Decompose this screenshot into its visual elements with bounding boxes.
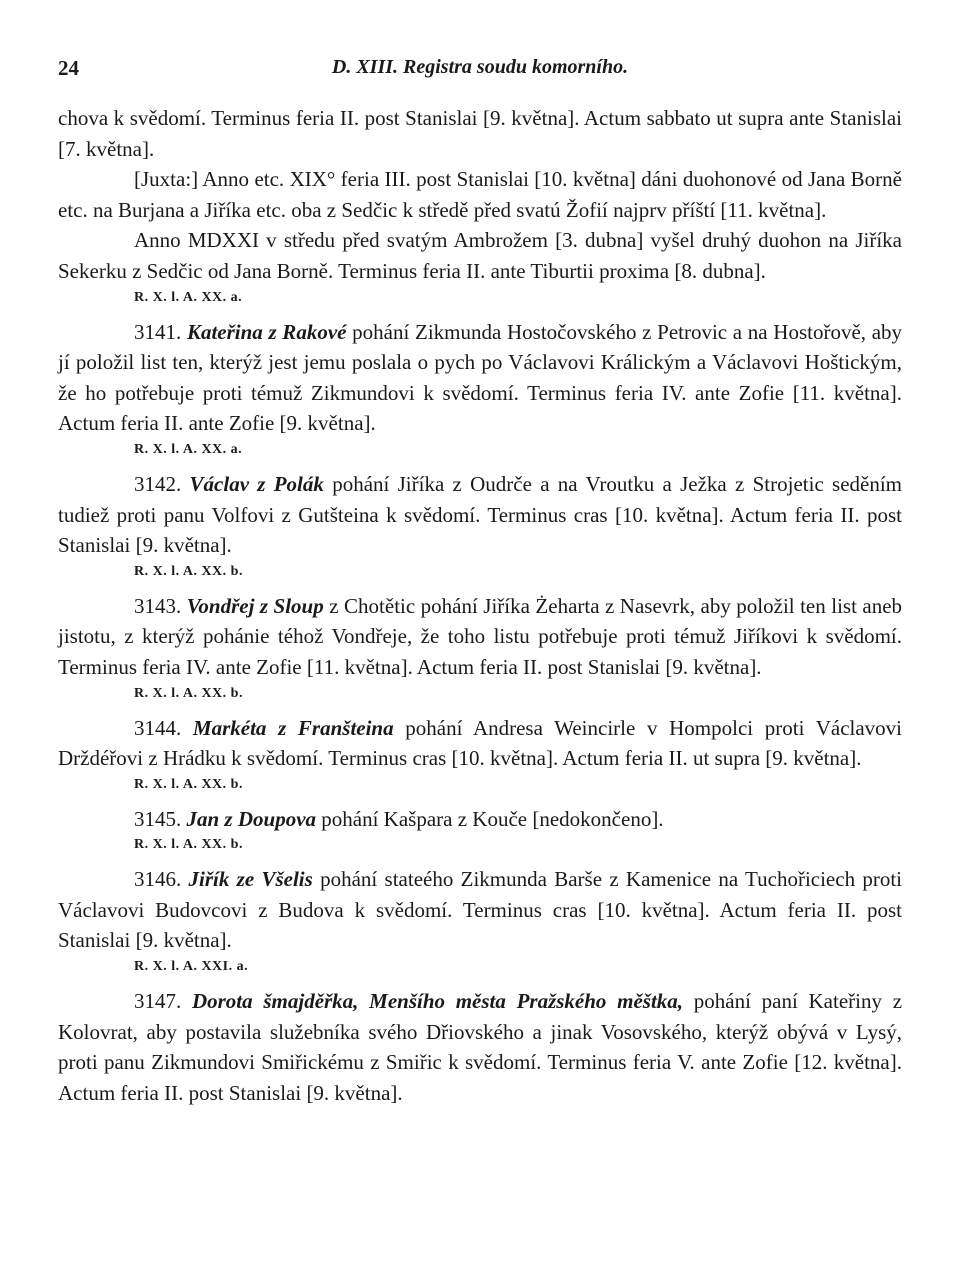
record-signature: R. X. l. A. XX. a. [134,289,243,305]
entry-party-name: Markéta z Franšteina [192,715,394,740]
record-signature: R. X. l. A. XX. a. [134,441,243,457]
record-signature: R. X. l. A. XX. b. [134,563,243,579]
entry-number: 3146. [134,867,182,892]
entry-number: 3143. [134,593,182,618]
entry-text: pohání Jiříka z Oudrče a na Vroutku a Ježka z Strojetic seděním tudiež proti panu Volfovi z Gutšteina k svědomí. Terminus cras [10. května]. Actum feria II. post Stanislai [9. května]. [58,471,903,558]
entry-party-name: Jan z Doupova [186,806,317,831]
note-paragraph: [Juxta:] Anno etc. XIX° feria III. post Stanislai [10. května] dáni duohonové od Jana Borně etc. na Burjana a Jiříka etc. oba z Sedčic k středě před svatú Žofií najprv příští [11. května]. [58,167,902,222]
page-body [58,103,902,1108]
entry-number: 3145. [134,806,182,831]
entry-text: pohání Kašpara z Kouče [nedokončeno]. [321,806,664,831]
entry-text: pohání stateého Zikmunda Barše z Kamenice na Tuchořiciech proti Václavovi Budovcovi z Budova k svědomí. Terminus cras [10. května]. Actum feria II. post Stanislai [9. května]. [58,867,903,953]
running-title: D. XIII. Registra soudu komorního. [331,56,629,78]
entry-party-name: Kateřina z Rakové [186,319,347,344]
entry-3142 [58,469,902,561]
entry-party-name: Vondřej z Sloup [186,593,324,618]
page-number: 24 [58,56,79,80]
entry-3143 [58,591,902,683]
note-paragraph: Anno MDXXI v středu před svatým Ambrožem [3. dubna] vyšel druhý duohon na Jiříka Sekerku z Sedčic od Jana Borně. Terminus feria II. ante Tiburtii proxima [8. dubna]. [58,228,902,283]
entry-3145 [58,804,902,835]
entry-party-name: Dorota šmajděřka, Menšího města Pražského měštka, [191,989,684,1014]
page-header [58,56,902,86]
entry-party-name: Jiřík ze Všelis [188,867,313,892]
entry-number: 3144. [134,715,182,740]
entry-number: 3141. [134,319,182,344]
entry-3141 [58,317,902,439]
entry-3144 [58,713,902,774]
entry-text: z Chotětic pohání Jiříka Żeharta z Nasevrk, aby položil ten list aneb jistotu, z kterýž pohánie téhož Vondřeje, že toho listu potřebuje proti témuž Jiříkovi k svědomí. Terminus feria IV. ante Zofie [11. května]. Actum feria II. post Stanislai [9. května]. [58,593,903,679]
entry-3147 [58,986,902,1108]
record-signature: R. X. l. A. XXI. a. [134,959,249,975]
entry-party-name: Václav z Polák [189,471,324,496]
entry-text: pohání paní Kateřiny z Kolovrat, aby postavila služebníka svého Dřiovského a jinak Vosovského, kterýž obývá v Lysý, proti panu Zikmundovi Smiřickému z Smiřic k svědomí. Terminus feria V. ante Zofie [12. května]. Actum feria II. post Stanislai [9. května]. [58,989,903,1105]
entry-text: pohání Andresa Weincirle v Hompolci proti Václavovi Drždéřovi z Hrádku k svědomí. Terminus cras [10. května]. Actum feria II. ut supra [9. května]. [58,715,903,771]
entry-number: 3147. [134,989,182,1014]
record-signature: R. X. l. A. XX. b. [134,776,243,792]
entry-number: 3142. [134,471,182,496]
entry-text: pohání Zikmunda Hostočovského z Petrovic a na Hostořově, aby jí položil list ten, kterýž jest jemu poslala o pych po Václavovi Králickým a Václavovi Hoštickým, že ho potřebuje proti témuž Zikmundovi k svědomí. Terminus feria IV. ante Zofie [11. května]. Actum feria II. ante Zofie [9. května]. [58,319,903,436]
opening-paragraph: chova k svědomí. Terminus feria II. post Stanislai [9. května]. Actum sabbato ut supra ante Stanislai [7. května]. [58,106,902,161]
entry-3146 [58,864,902,956]
record-signature: R. X. l. A. XX. b. [134,685,243,701]
record-signature: R. X. l. A. XX. b. [134,837,243,853]
